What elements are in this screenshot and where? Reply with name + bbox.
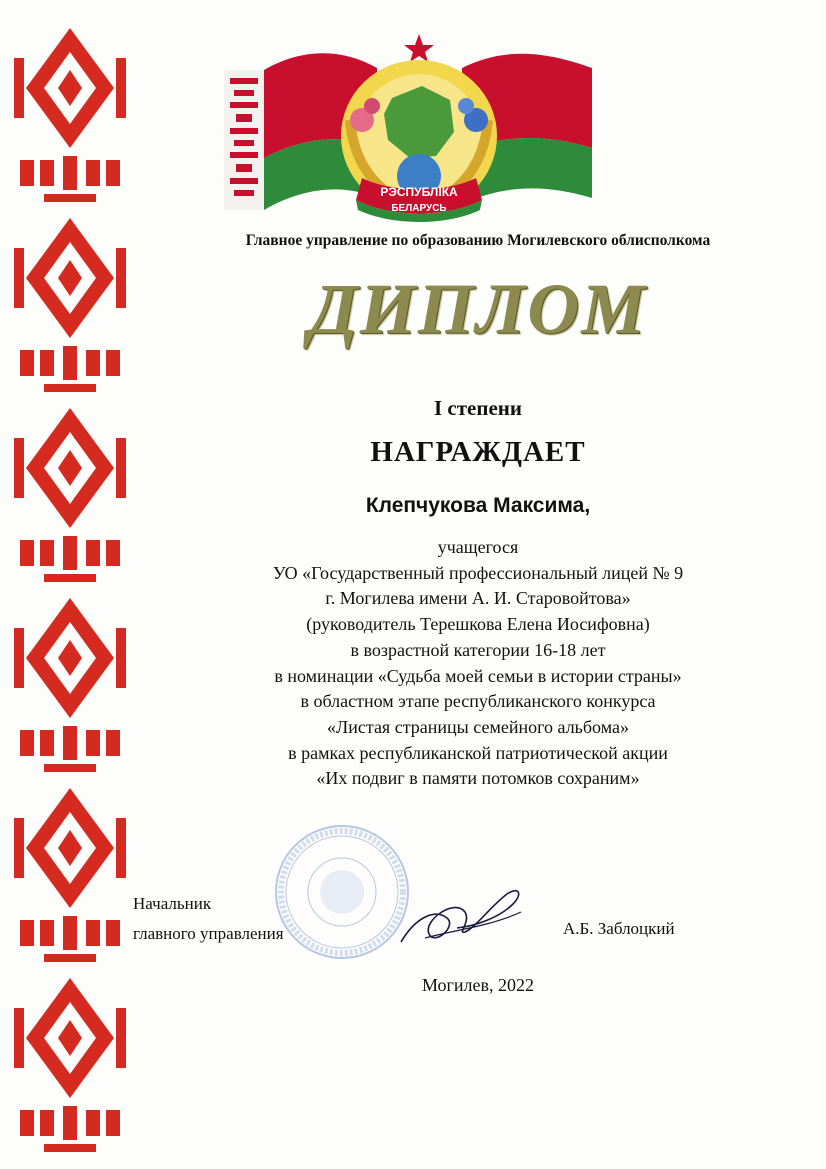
description-line: УО «Государственный профессиональный лицей № 9 (272, 562, 684, 583)
description-line: в возрастной категории 16-18 лет (350, 639, 606, 660)
description-line: в номинации «Судьба моей семьи в истории страны» (274, 665, 682, 686)
description-line: «Листая страницы семейного альбома» (327, 716, 629, 737)
awards-heading: НАГРАЖДАЕТ (370, 436, 586, 468)
diploma-degree: I степени (434, 396, 522, 420)
description-line: (руководитель Терешкова Елена Иосифовна) (306, 614, 650, 635)
award-description (130, 535, 826, 792)
description-line: учащегося (437, 537, 519, 557)
signatory-name: А.Б. Заблоцкий (563, 919, 675, 938)
diploma-title: ДИПЛОМ (308, 269, 648, 349)
national-ornament-border (14, 18, 126, 1158)
place-and-year: Могилев, 2022 (421, 975, 535, 995)
issuer-organization: Главное управление по образованию Могилевского облисполкома (245, 232, 711, 249)
description-line: в областном этапе республиканского конкурса (300, 691, 656, 712)
state-emblem-with-flags (222, 28, 616, 224)
position-line-2: главного управления (133, 924, 284, 943)
description-line: в рамках республиканской патриотической акции (288, 742, 668, 763)
description-line: г. Могилева имени А. И. Старовойтова» (325, 588, 631, 609)
recipient-name: Клепчукова Максима, (365, 494, 591, 517)
emblem-ribbon-text-1: РЭСПУБЛІКА (380, 185, 458, 199)
description-line: «Их подвиг в памяти потомков сохраним» (316, 768, 640, 789)
signature (395, 868, 527, 952)
emblem-ribbon-text-2: БЕЛАРУСЬ (391, 203, 447, 214)
position-line-1: Начальник (133, 894, 212, 913)
signatory-position (133, 889, 284, 949)
official-stamp (272, 822, 412, 962)
